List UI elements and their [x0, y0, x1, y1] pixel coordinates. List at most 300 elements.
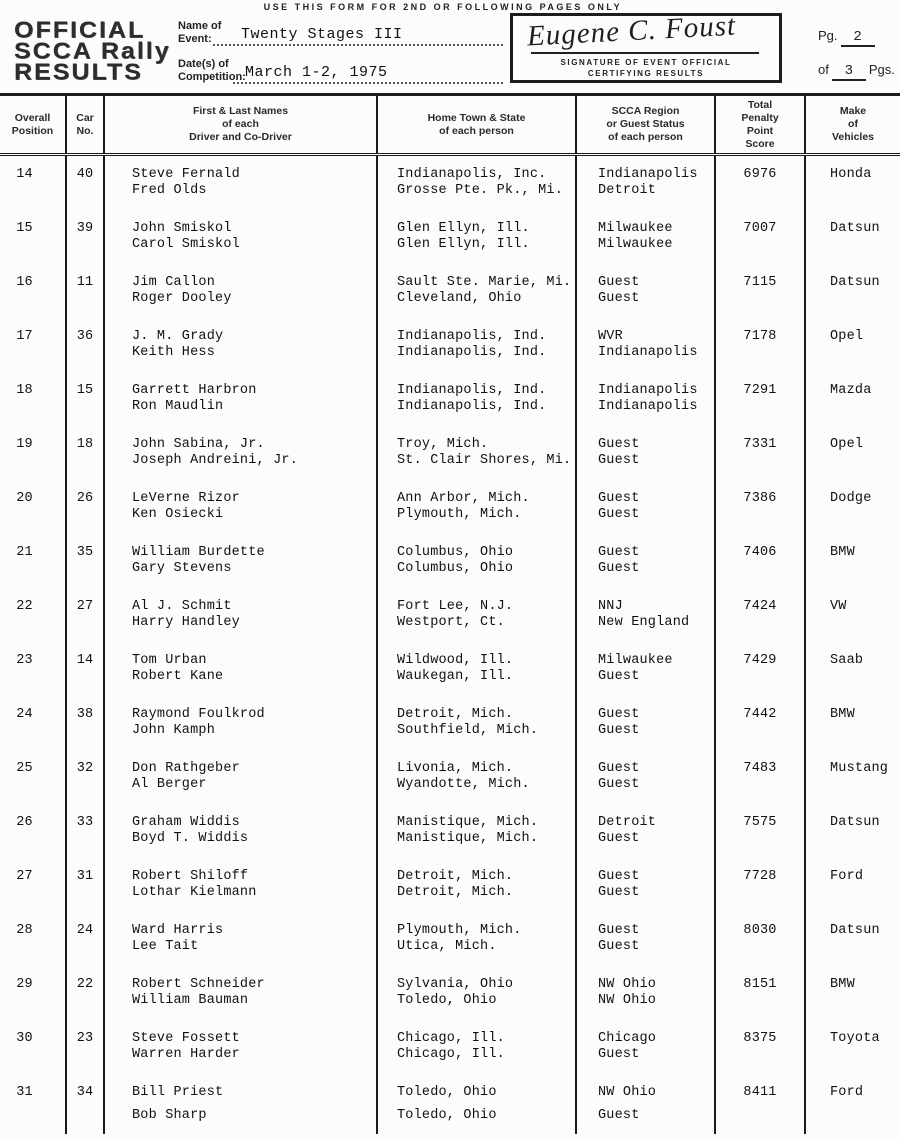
- column-header: [0, 96, 67, 153]
- cell-car_no: [67, 318, 105, 372]
- car_no: 14: [76, 653, 94, 668]
- page-number-value: 2: [841, 29, 875, 47]
- co_driver: Carol Smiskol: [132, 237, 240, 252]
- co_driver: William Bauman: [132, 993, 249, 1008]
- table-row: [0, 264, 900, 318]
- cell-driver: [105, 318, 378, 372]
- co_driver_town: Wyandotte, Mich.: [397, 777, 530, 792]
- driver_town: Indianapolis, Inc.: [397, 167, 547, 182]
- car_no: 24: [76, 923, 94, 938]
- make: Toyota: [830, 1031, 880, 1046]
- position: 17: [16, 329, 33, 344]
- cell-make: [806, 642, 900, 696]
- make: Datsun: [830, 221, 880, 236]
- results-table: [0, 93, 900, 1134]
- cell-car_no: [67, 696, 105, 750]
- signature-underline: [531, 52, 759, 54]
- make: Saab: [830, 653, 864, 668]
- cell-driver_town: [378, 480, 577, 534]
- cell-position: [0, 426, 67, 480]
- cell-driver_region: [577, 372, 716, 426]
- cell-driver_town: [378, 372, 577, 426]
- driver_town: Fort Lee, N.J.: [397, 599, 514, 614]
- table-row: [0, 480, 900, 534]
- position: 15: [16, 221, 33, 236]
- cell-make: [806, 264, 900, 318]
- make: BMW: [830, 707, 855, 722]
- table-row: [0, 804, 900, 858]
- car_no: 34: [76, 1085, 94, 1100]
- column-header-line: Score: [745, 137, 775, 150]
- cell-make: [806, 1074, 900, 1134]
- column-header-line: of each person: [439, 124, 514, 137]
- driver: Raymond Foulkrod: [132, 707, 265, 722]
- cell-position: [0, 750, 67, 804]
- cell-driver_town: [378, 156, 577, 210]
- car_no: 36: [76, 329, 94, 344]
- results-table-header: [0, 93, 900, 156]
- cell-position: [0, 156, 67, 210]
- cell-score: [716, 1020, 806, 1074]
- cell-score: [716, 858, 806, 912]
- make: BMW: [830, 545, 855, 560]
- driver: Steve Fernald: [132, 167, 240, 182]
- cell-driver: [105, 210, 378, 264]
- car_no: 22: [76, 977, 94, 992]
- table-row: [0, 696, 900, 750]
- table-row: [0, 588, 900, 642]
- driver_town: Plymouth, Mich.: [397, 923, 522, 938]
- driver_region: Guest: [598, 545, 640, 560]
- car_no: 15: [76, 383, 94, 398]
- cell-driver: [105, 858, 378, 912]
- page-total-value: 3: [832, 63, 866, 81]
- car_no: 26: [76, 491, 94, 506]
- score: 7386: [743, 491, 777, 506]
- position: 31: [16, 1085, 33, 1100]
- cell-driver_town: [378, 1074, 577, 1134]
- cell-score: [716, 480, 806, 534]
- cell-driver_town: [378, 534, 577, 588]
- event-name-field: [213, 26, 503, 46]
- co_driver_town: Toledo, Ohio: [397, 993, 497, 1008]
- cell-position: [0, 480, 67, 534]
- cell-driver_region: [577, 534, 716, 588]
- driver_region: Guest: [598, 869, 640, 884]
- co_driver: Joseph Andreini, Jr.: [132, 453, 299, 468]
- cell-make: [806, 426, 900, 480]
- cell-driver_region: [577, 804, 716, 858]
- make: Mazda: [830, 383, 872, 398]
- position: 20: [16, 491, 33, 506]
- driver: John Sabina, Jr.: [132, 437, 265, 452]
- score: 6976: [743, 167, 777, 182]
- column-header-line: Driver and Co-Driver: [189, 131, 292, 143]
- co_driver_region: Guest: [598, 939, 640, 954]
- make: Datsun: [830, 923, 880, 938]
- form-title-line: RESULTS: [14, 59, 143, 85]
- cell-driver_region: [577, 480, 716, 534]
- make: Mustang: [830, 761, 889, 776]
- co_driver: Ken Osiecki: [132, 507, 224, 522]
- cell-score: [716, 318, 806, 372]
- cell-driver: [105, 642, 378, 696]
- car_no: 11: [76, 275, 94, 290]
- driver_region: NNJ: [598, 599, 623, 614]
- cell-driver_town: [378, 588, 577, 642]
- column-header-line: of each: [222, 118, 259, 130]
- competition-date-field: [233, 64, 503, 84]
- cell-driver: [105, 372, 378, 426]
- cell-driver: [105, 696, 378, 750]
- cell-driver_town: [378, 912, 577, 966]
- make: Dodge: [830, 491, 872, 506]
- co_driver_region: Detroit: [598, 183, 657, 198]
- cell-driver: [105, 912, 378, 966]
- driver: Bill Priest: [132, 1085, 224, 1100]
- score: 7007: [743, 221, 777, 236]
- driver_town: Toledo, Ohio: [397, 1085, 497, 1100]
- table-row: [0, 1020, 900, 1074]
- score: 7483: [743, 761, 777, 776]
- cell-car_no: [67, 372, 105, 426]
- cell-driver: [105, 426, 378, 480]
- driver_region: Detroit: [598, 815, 657, 830]
- driver_region: Chicago: [598, 1031, 657, 1046]
- cell-make: [806, 372, 900, 426]
- driver_region: Indianapolis: [598, 383, 698, 398]
- co_driver_town: St. Clair Shores, Mi.: [397, 453, 572, 468]
- column-header-line: First & Last Names: [192, 105, 289, 117]
- cell-car_no: [67, 534, 105, 588]
- cell-score: [716, 912, 806, 966]
- driver_town: Detroit, Mich.: [397, 869, 514, 884]
- cell-score: [716, 966, 806, 1020]
- table-row: [0, 858, 900, 912]
- co_driver_region: Indianapolis: [598, 399, 698, 414]
- cell-make: [806, 480, 900, 534]
- cell-driver_region: [577, 912, 716, 966]
- co_driver_region: Guest: [598, 291, 640, 306]
- driver: Robert Shiloff: [132, 869, 249, 884]
- cell-driver_region: [577, 750, 716, 804]
- co_driver_town: Southfield, Mich.: [397, 723, 539, 738]
- column-header: [67, 96, 105, 153]
- cell-driver_region: [577, 642, 716, 696]
- co_driver_town: Columbus, Ohio: [397, 561, 514, 576]
- cell-driver: [105, 1074, 378, 1134]
- cell-car_no: [67, 642, 105, 696]
- driver_town: Troy, Mich.: [397, 437, 489, 452]
- driver: Ward Harris: [132, 923, 224, 938]
- car_no: 38: [76, 707, 94, 722]
- cell-score: [716, 1074, 806, 1134]
- cell-position: [0, 210, 67, 264]
- table-row: [0, 534, 900, 588]
- cell-car_no: [67, 966, 105, 1020]
- co_driver_town: Grosse Pte. Pk., Mi.: [397, 183, 564, 198]
- cell-score: [716, 642, 806, 696]
- event-name-label-line: Name of: [178, 20, 222, 32]
- cell-position: [0, 912, 67, 966]
- cell-score: [716, 750, 806, 804]
- cell-make: [806, 750, 900, 804]
- co_driver_region: New England: [598, 615, 690, 630]
- position: 21: [16, 545, 33, 560]
- cell-position: [0, 1020, 67, 1074]
- driver_town: Wildwood, Ill.: [397, 653, 514, 668]
- driver_region: Guest: [598, 491, 640, 506]
- driver: LeVerne Rizor: [132, 491, 240, 506]
- signature-caption-line: SIGNATURE OF EVENT OFFICIAL: [560, 58, 732, 67]
- driver_region: NW Ohio: [598, 1085, 657, 1100]
- column-header-line: Make: [839, 105, 867, 117]
- competition-date-label-line: Competition:: [178, 71, 246, 83]
- cell-make: [806, 966, 900, 1020]
- car_no: 33: [76, 815, 94, 830]
- driver_town: Ann Arbor, Mich.: [397, 491, 530, 506]
- car_no: 35: [76, 545, 94, 560]
- cell-position: [0, 642, 67, 696]
- co_driver: Keith Hess: [132, 345, 216, 360]
- cell-make: [806, 534, 900, 588]
- driver_region: WVR: [598, 329, 623, 344]
- table-row: [0, 426, 900, 480]
- cell-position: [0, 858, 67, 912]
- cell-driver_town: [378, 696, 577, 750]
- cell-score: [716, 264, 806, 318]
- cell-make: [806, 318, 900, 372]
- column-header-line: of: [848, 118, 858, 130]
- position: 18: [16, 383, 33, 398]
- cell-score: [716, 534, 806, 588]
- signature-box: [510, 9, 782, 83]
- co_driver: Robert Kane: [132, 669, 224, 684]
- position: 29: [16, 977, 33, 992]
- event-name-label-line: Event:: [178, 33, 212, 45]
- score: 8030: [743, 923, 777, 938]
- co_driver_town: Chicago, Ill.: [397, 1047, 505, 1062]
- driver_town: Sault Ste. Marie, Mi.: [397, 275, 572, 290]
- cell-car_no: [67, 750, 105, 804]
- form-usage-note: USE THIS FORM FOR 2ND OR FOLLOWING PAGES ONLY: [263, 2, 623, 12]
- co_driver_region: Guest: [598, 885, 640, 900]
- car_no: 39: [76, 221, 94, 236]
- table-row: [0, 966, 900, 1020]
- car_no: 31: [76, 869, 94, 884]
- car_no: 32: [76, 761, 94, 776]
- cell-make: [806, 804, 900, 858]
- cell-position: [0, 1074, 67, 1134]
- page-label: Pg.: [818, 28, 838, 43]
- cell-driver_town: [378, 318, 577, 372]
- co_driver_region: Indianapolis: [598, 345, 698, 360]
- make: Opel: [830, 329, 864, 344]
- co_driver_town: Utica, Mich.: [397, 939, 497, 954]
- score: 7406: [743, 545, 777, 560]
- competition-date-label-line: Date(s) of: [178, 58, 229, 70]
- cell-driver_region: [577, 264, 716, 318]
- cell-driver_region: [577, 1074, 716, 1134]
- column-header: [378, 96, 577, 153]
- position: 25: [16, 761, 33, 776]
- co_driver_region: Guest: [598, 561, 640, 576]
- co_driver: Lee Tait: [132, 939, 199, 954]
- event-name-value: Twenty Stages III: [241, 26, 403, 43]
- co_driver: Harry Handley: [132, 615, 240, 630]
- co_driver: Warren Harder: [132, 1047, 240, 1062]
- column-header: [577, 96, 716, 153]
- cell-score: [716, 372, 806, 426]
- co_driver_region: Guest: [598, 831, 640, 846]
- cell-driver_region: [577, 966, 716, 1020]
- make: Ford: [830, 869, 864, 884]
- table-row: [0, 1074, 900, 1134]
- driver: Jim Callon: [132, 275, 216, 290]
- cell-score: [716, 588, 806, 642]
- position: 26: [16, 815, 33, 830]
- official-signature: Eugene C. Foust: [526, 9, 737, 53]
- form-title-line: SCCA Rally: [14, 38, 171, 64]
- cell-driver_region: [577, 858, 716, 912]
- cell-make: [806, 210, 900, 264]
- cell-position: [0, 372, 67, 426]
- cell-driver_region: [577, 1020, 716, 1074]
- co_driver_region: Guest: [598, 453, 640, 468]
- driver_region: Guest: [598, 275, 640, 290]
- co_driver_region: NW Ohio: [598, 993, 657, 1008]
- driver: John Smiskol: [132, 221, 232, 236]
- driver: Don Rathgeber: [132, 761, 240, 776]
- driver: Robert Schneider: [132, 977, 265, 992]
- driver_region: Guest: [598, 923, 640, 938]
- column-header: [716, 96, 806, 153]
- driver_town: Manistique, Mich.: [397, 815, 539, 830]
- co_driver_region: Guest: [598, 669, 640, 684]
- cell-car_no: [67, 804, 105, 858]
- score: 7424: [743, 599, 777, 614]
- make: Honda: [830, 167, 872, 182]
- column-header-line: of each person: [608, 131, 683, 143]
- score: 7115: [743, 275, 777, 290]
- car_no: 23: [76, 1031, 94, 1046]
- make: BMW: [830, 977, 855, 992]
- cell-driver_region: [577, 156, 716, 210]
- cell-driver_region: [577, 588, 716, 642]
- car_no: 18: [76, 437, 94, 452]
- position: 16: [16, 275, 33, 290]
- co_driver: Fred Olds: [132, 183, 207, 198]
- cell-car_no: [67, 1074, 105, 1134]
- position: 24: [16, 707, 33, 722]
- column-header-line: Home Town & State: [427, 111, 526, 124]
- make: VW: [830, 599, 847, 614]
- cell-driver: [105, 966, 378, 1020]
- page-total: [818, 62, 900, 81]
- driver_town: Indianapolis, Ind.: [397, 383, 547, 398]
- driver_town: Chicago, Ill.: [397, 1031, 505, 1046]
- cell-position: [0, 318, 67, 372]
- table-row: [0, 210, 900, 264]
- make: Datsun: [830, 275, 880, 290]
- column-header-line: Overall: [14, 111, 51, 124]
- driver: Tom Urban: [132, 653, 207, 668]
- co_driver_town: Plymouth, Mich.: [397, 507, 522, 522]
- cell-driver_region: [577, 318, 716, 372]
- cell-driver: [105, 264, 378, 318]
- driver_region: Guest: [598, 437, 640, 452]
- driver_region: Milwaukee: [598, 221, 673, 236]
- cell-driver: [105, 480, 378, 534]
- co_driver: Roger Dooley: [132, 291, 232, 306]
- cell-driver: [105, 804, 378, 858]
- co_driver_region: Guest: [598, 1108, 640, 1123]
- signature-caption-line: CERTIFYING RESULTS: [587, 69, 705, 78]
- column-header-line: Point: [746, 124, 774, 137]
- driver_region: Indianapolis: [598, 167, 698, 182]
- co_driver: Gary Stevens: [132, 561, 232, 576]
- co_driver_town: Westport, Ct.: [397, 615, 505, 630]
- cell-driver_region: [577, 696, 716, 750]
- results-table-body: [0, 156, 900, 1134]
- co_driver_town: Manistique, Mich.: [397, 831, 539, 846]
- driver_town: Sylvania, Ohio: [397, 977, 514, 992]
- co_driver_region: Milwaukee: [598, 237, 673, 252]
- score: 7291: [743, 383, 777, 398]
- co_driver_town: Waukegan, Ill.: [397, 669, 514, 684]
- cell-driver_town: [378, 804, 577, 858]
- driver_town: Detroit, Mich.: [397, 707, 514, 722]
- make: Opel: [830, 437, 864, 452]
- car_no: 40: [76, 167, 94, 182]
- driver_town: Livonia, Mich.: [397, 761, 514, 776]
- cell-position: [0, 804, 67, 858]
- score: 7575: [743, 815, 777, 830]
- cell-make: [806, 1020, 900, 1074]
- driver_town: Columbus, Ohio: [397, 545, 514, 560]
- column-header-line: Penalty: [741, 111, 779, 124]
- cell-make: [806, 156, 900, 210]
- position: 14: [16, 167, 33, 182]
- co_driver_town: Detroit, Mich.: [397, 885, 514, 900]
- form-title: [14, 17, 171, 85]
- column-header-line: Vehicles: [831, 131, 875, 143]
- co_driver: Lothar Kielmann: [132, 885, 257, 900]
- cell-driver_town: [378, 426, 577, 480]
- cell-car_no: [67, 588, 105, 642]
- cell-car_no: [67, 210, 105, 264]
- driver: Al J. Schmit: [132, 599, 232, 614]
- score: 8151: [743, 977, 777, 992]
- co_driver_town: Indianapolis, Ind.: [397, 399, 547, 414]
- cell-driver_town: [378, 210, 577, 264]
- cell-score: [716, 210, 806, 264]
- co_driver_town: Toledo, Ohio: [397, 1108, 497, 1123]
- driver_region: Guest: [598, 761, 640, 776]
- cell-driver_town: [378, 750, 577, 804]
- cell-make: [806, 696, 900, 750]
- page-number: [818, 28, 900, 47]
- score: 7331: [743, 437, 777, 452]
- cell-car_no: [67, 480, 105, 534]
- co_driver_town: Cleveland, Ohio: [397, 291, 522, 306]
- car_no: 27: [76, 599, 94, 614]
- column-header-line: Car: [76, 111, 94, 124]
- cell-driver_town: [378, 642, 577, 696]
- table-row: [0, 318, 900, 372]
- position: 23: [16, 653, 33, 668]
- column-header: [105, 96, 378, 153]
